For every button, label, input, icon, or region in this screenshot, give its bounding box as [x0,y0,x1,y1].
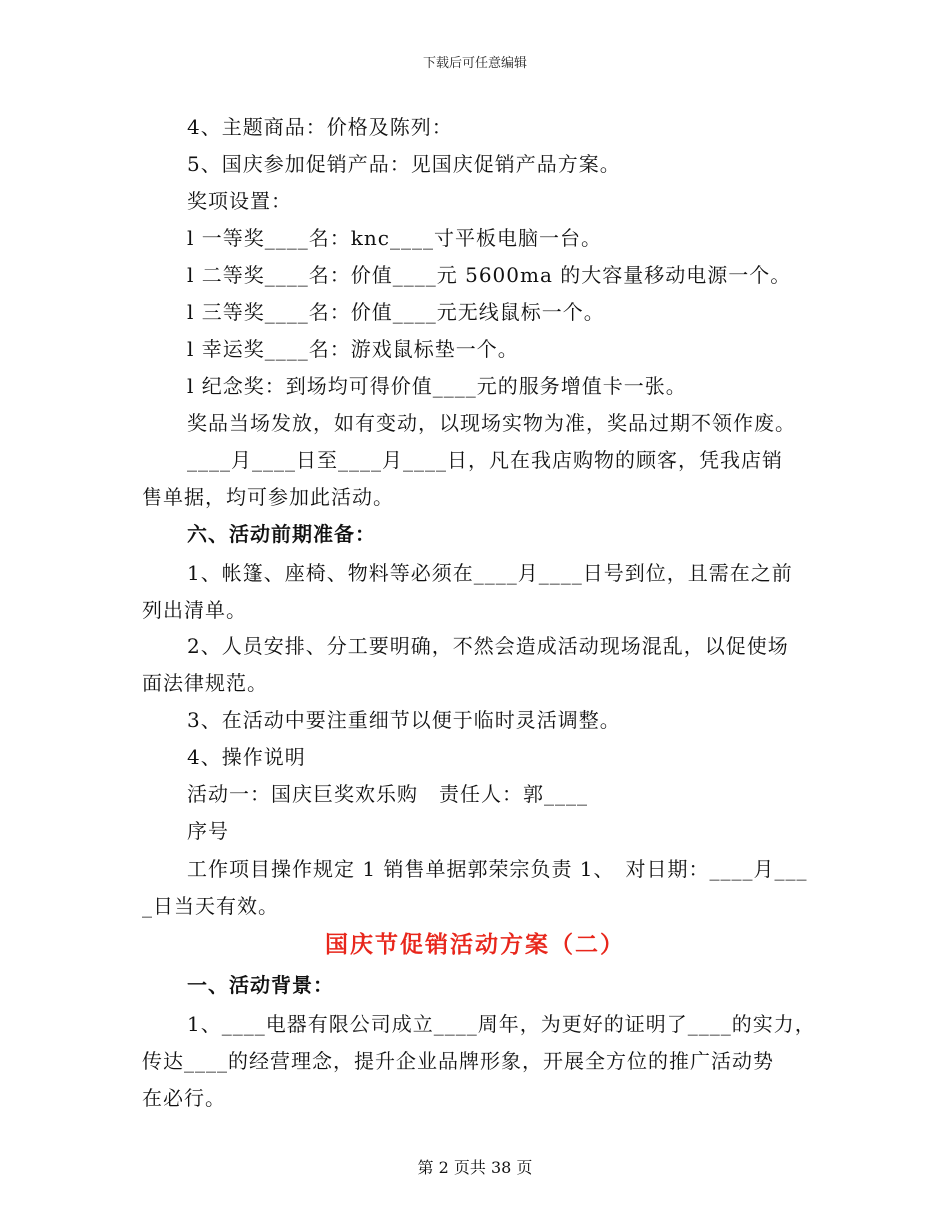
activity-period-line1: ____月____日至____月____日，凡在我店购物的顾客，凭我店销 [187,448,783,472]
prep-item2-line1: 2、人员安排、分工要明确，不然会造成活动现场混乱，以促使场 [187,634,789,658]
prize-souvenir: l 纪念奖：到场均可得价值____元的服务增值卡一张。 [187,374,687,398]
work-items-line2: _日当天有效。 [142,894,279,918]
prep-item1-line2: 列出清单。 [142,598,247,622]
work-items-line1: 工作项目操作规定 1 销售单据郭荣宗负责 1、 对日期：____月___ [187,857,808,881]
prize-first: l 一等奖____名：knc____寸平板电脑一台。 [187,226,602,250]
prep-item3: 3、在活动中要注重细节以便于临时灵活调整。 [187,708,621,732]
item-promo-products: 5、国庆参加促销产品：见国庆促销产品方案。 [187,152,621,176]
page-header: 下载后可任意编辑 [422,56,527,71]
prize-second: l 二等奖____名：价值____元 5600ma 的大容量移动电源一个。 [187,263,792,287]
prize-note: 奖品当场发放，如有变动，以现场实物为准，奖品过期不领作废。 [187,411,796,435]
section-preparation-heading: 六、活动前期准备： [187,522,376,546]
serial-number-label: 序号 [187,819,229,843]
prep-item2-line2: 面法律规范。 [142,671,268,695]
background-item1-line3: 在必行。 [142,1086,226,1110]
prize-lucky: l 幸运奖____名：游戏鼠标垫一个。 [187,337,519,361]
page-footer: 第 2 页共 38 页 [417,1158,533,1177]
prep-item1-line1: 1、帐篷、座椅、物料等必须在____月____日号到位，且需在之前 [187,561,793,585]
prize-settings-heading: 奖项设置： [187,189,292,213]
background-item1-line2: 传达____的经营理念，提升企业品牌形象，开展全方位的推广活动势 [142,1049,774,1073]
section-title: 国庆节促销活动方案（二） [325,931,625,958]
background-item1-line1: 1、____电器有限公司成立____周年，为更好的证明了____的实力， [187,1012,816,1036]
activity-one: 活动一：国庆巨奖欢乐购 责任人：郭____ [187,782,588,806]
activity-period-line2: 售单据，均可参加此活动。 [142,485,394,509]
background-heading: 一、活动背景： [187,973,334,997]
item-theme-goods: 4、主题商品：价格及陈列： [187,115,453,139]
prize-third: l 三等奖____名：价值____元无线鼠标一个。 [187,300,605,324]
prep-item4: 4、操作说明 [187,745,306,769]
